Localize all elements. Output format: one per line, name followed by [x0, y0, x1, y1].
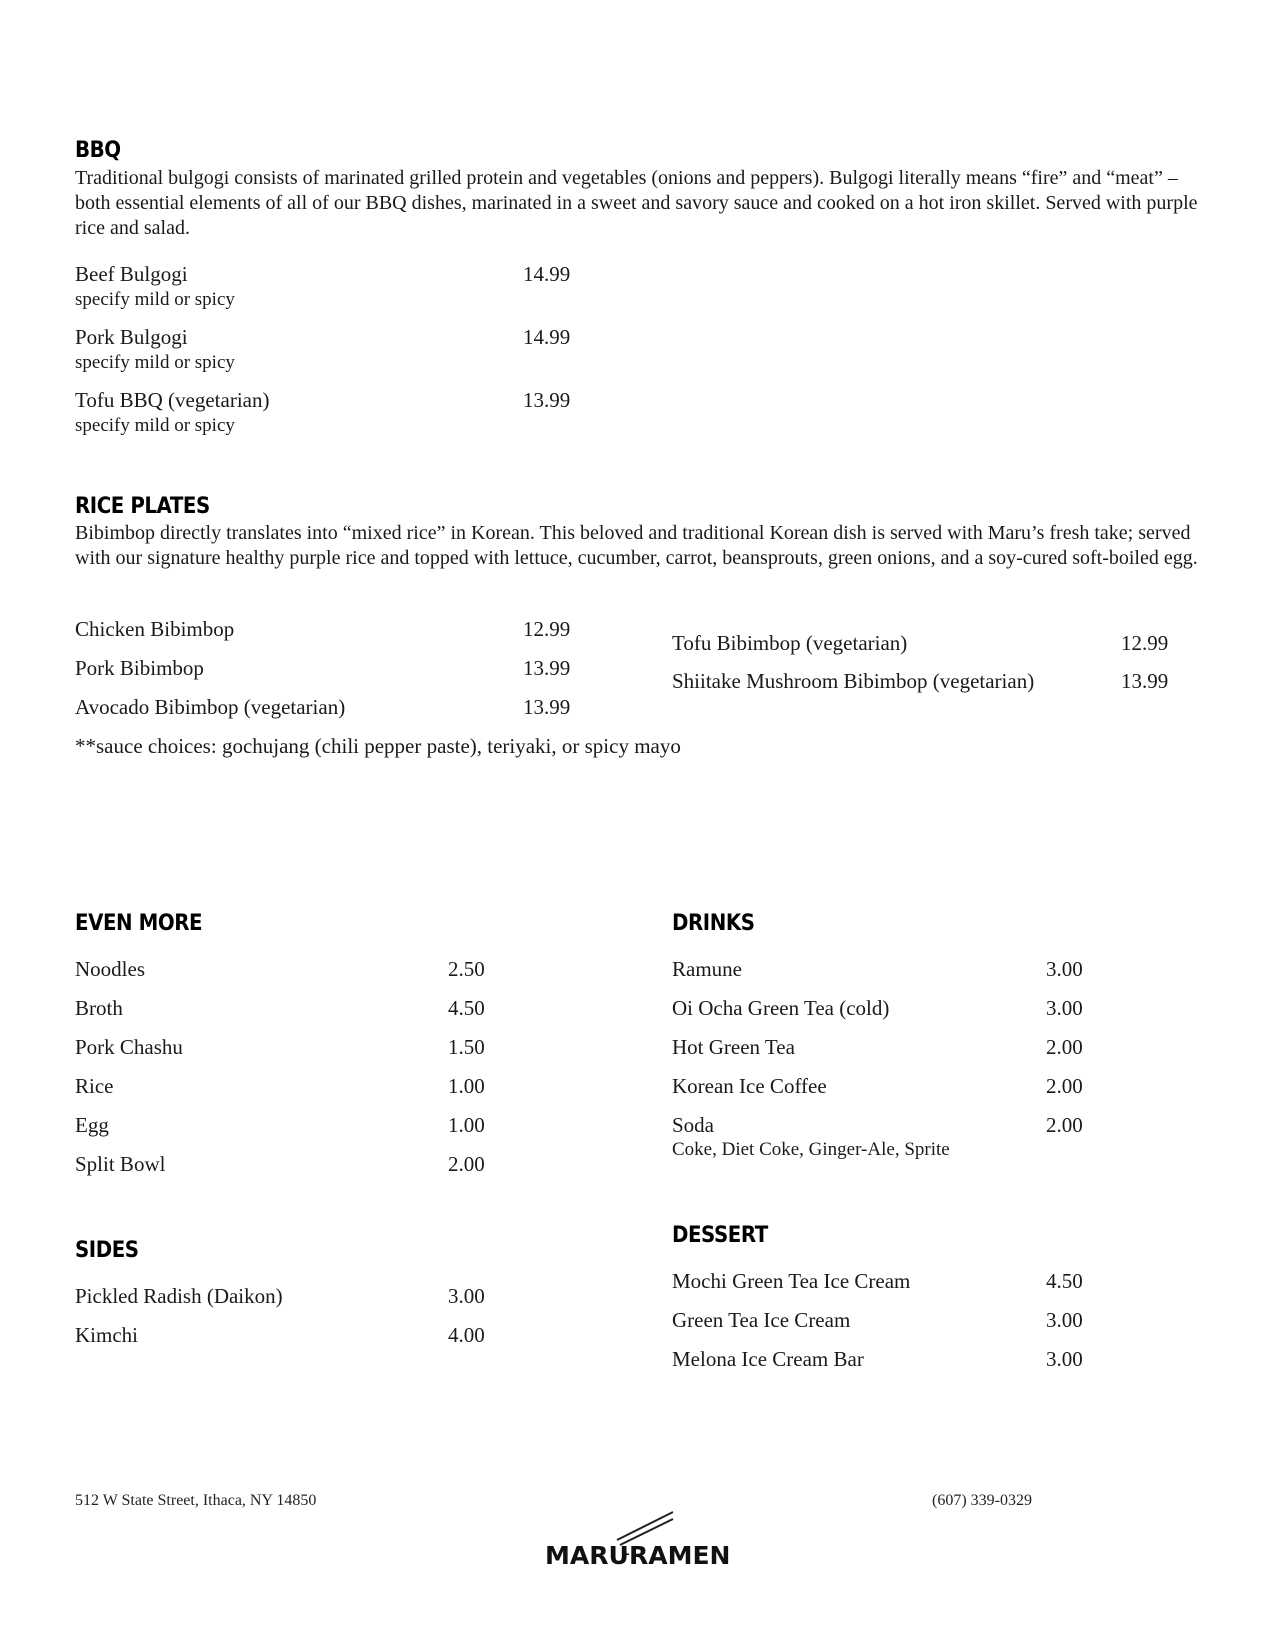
- footer-phone: (607) 339-0329: [932, 1492, 1032, 1509]
- menu-item-name: Beef Bulgogi: [75, 262, 188, 286]
- bbq-heading: BBQ: [75, 138, 121, 163]
- menu-item-name: Broth: [75, 996, 123, 1020]
- menu-item-name: Shiitake Mushroom Bibimbop (vegetarian): [672, 669, 1035, 693]
- menu-item-name: Rice: [75, 1074, 114, 1098]
- menu-item-price: 13.99: [523, 388, 571, 412]
- menu-item-name: Pickled Radish (Daikon): [75, 1284, 283, 1308]
- logo-maru: MARU: [545, 1541, 629, 1570]
- menu-item-price: 2.00: [448, 1152, 485, 1176]
- menu-item-name: Hot Green Tea: [672, 1035, 795, 1059]
- menu-item-note: specify mild or spicy: [75, 352, 235, 373]
- menu-item-name: Pork Bulgogi: [75, 325, 188, 349]
- menu-item-name: Egg: [75, 1113, 109, 1137]
- menu-item-price: 2.00: [1046, 1113, 1083, 1137]
- menu-item-price: 13.99: [523, 695, 571, 719]
- menu-item-price: 3.00: [1046, 1347, 1083, 1371]
- even-more-heading: EVEN MORE: [75, 911, 203, 936]
- menu-item-name: Green Tea Ice Cream: [672, 1308, 851, 1332]
- menu-item-name: Kimchi: [75, 1323, 138, 1347]
- menu-item-name: Chicken Bibimbop: [75, 617, 235, 641]
- menu-item-note: specify mild or spicy: [75, 415, 235, 436]
- sides-heading: SIDES: [75, 1238, 139, 1263]
- menu-item-price: 1.50: [448, 1035, 485, 1059]
- menu-item-name: Tofu BBQ (vegetarian): [75, 388, 270, 412]
- maru-ramen-logo: [545, 1508, 731, 1570]
- menu-item-price: 3.00: [1046, 1308, 1083, 1332]
- menu-item-name: Korean Ice Coffee: [672, 1074, 827, 1098]
- drinks-heading: DRINKS: [672, 911, 755, 936]
- rice-plates-heading: RICE PLATES: [75, 494, 210, 519]
- menu-item-price: 3.00: [448, 1284, 485, 1308]
- menu-item-name: Noodles: [75, 957, 145, 981]
- menu-item-name: Avocado Bibimbop (vegetarian): [75, 695, 346, 719]
- menu-item-price: 13.99: [523, 656, 571, 680]
- footer-address: 512 W State Street, Ithaca, NY 14850: [75, 1492, 317, 1509]
- logo-ramen: RAMEN: [629, 1541, 731, 1570]
- menu-item-price: 1.00: [448, 1113, 485, 1137]
- menu-item-note: Coke, Diet Coke, Ginger-Ale, Sprite: [672, 1139, 950, 1160]
- sauce-note: **sauce choices: gochujang (chili pepper paste), teriyaki, or spicy mayo: [75, 734, 681, 758]
- menu-item-price: 4.50: [448, 996, 485, 1020]
- menu-item-price: 2.00: [1046, 1074, 1083, 1098]
- menu-item-name: Ramune: [672, 957, 742, 981]
- menu-item-name: Tofu Bibimbop (vegetarian): [672, 631, 908, 655]
- menu-item-price: 14.99: [523, 262, 571, 286]
- menu-item-note: specify mild or spicy: [75, 289, 235, 310]
- menu-item-price: 4.00: [448, 1323, 485, 1347]
- menu-item-name: Pork Chashu: [75, 1035, 183, 1059]
- menu-item-price: 2.50: [448, 957, 485, 981]
- menu-item-price: 2.00: [1046, 1035, 1083, 1059]
- menu-item-price: 12.99: [523, 617, 571, 641]
- dessert-heading: DESSERT: [672, 1223, 768, 1248]
- rice-plates-description: Bibimbop directly translates into “mixed rice” in Korean. This beloved and traditional Korean dish is served with Maru’s fresh take; served with our signature healthy purple rice and topped with lettuce, cucumber, carrot, beansprouts, green onions, and a soy-cured soft-boiled egg.: [75, 522, 1198, 569]
- menu-item-name: Mochi Green Tea Ice Cream: [672, 1269, 911, 1293]
- menu-item-price: 3.00: [1046, 957, 1083, 981]
- bbq-description: Traditional bulgogi consists of marinated grilled protein and vegetables (onions and peppers). Bulgogi literally means “fire” and “meat” – both essential elements of all of our BBQ dishes, marinated in a sweet and savory sauce and cooked on a hot iron skillet. Served with purple rice and salad.: [75, 167, 1198, 239]
- menu-item-name: Melona Ice Cream Bar: [672, 1347, 864, 1371]
- menu-item-name: Split Bowl: [75, 1152, 166, 1176]
- menu-item-price: 1.00: [448, 1074, 485, 1098]
- menu-item-name: Oi Ocha Green Tea (cold): [672, 996, 890, 1020]
- menu-item-price: 12.99: [1121, 631, 1169, 655]
- menu-item-price: 3.00: [1046, 996, 1083, 1020]
- menu-item-price: 14.99: [523, 325, 571, 349]
- menu-item-price: 4.50: [1046, 1269, 1083, 1293]
- menu-item-name: Soda: [672, 1113, 714, 1137]
- menu-item-price: 13.99: [1121, 669, 1169, 693]
- menu-item-name: Pork Bibimbop: [75, 656, 204, 680]
